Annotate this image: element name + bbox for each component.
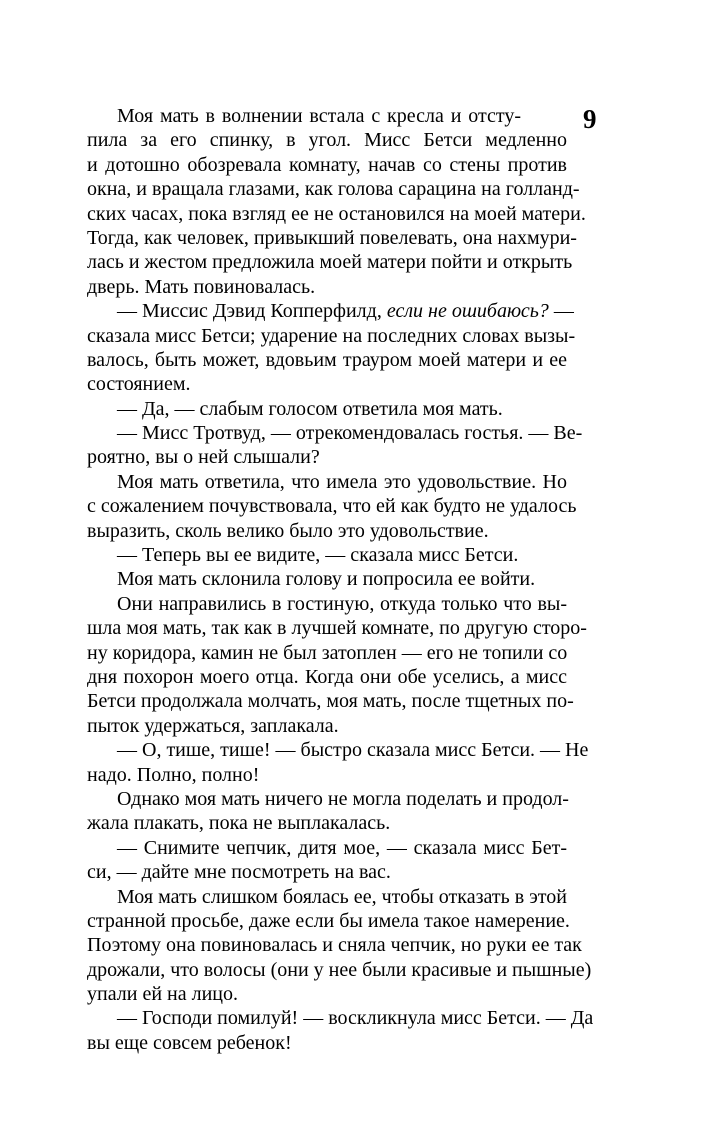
text-line [117, 299, 574, 323]
text-line: окна, и вращала глазами, как голова сарацина на голланд- [87, 178, 580, 201]
text-line: Моя мать в волнении встала с кресла и отсту- [117, 105, 521, 127]
text-line: — Теперь вы ее видите, — сказала мисс Бетси. [117, 544, 519, 567]
text-line: — О, тише, тише! — быстро сказала мисс Бетси. — Не [117, 739, 589, 762]
text-line: — Мисс Тротвуд, — отрекомендовалась гостья. — Ве- [117, 422, 583, 445]
text-line: сказала мисс Бетси; ударение на последних словах вызы- [87, 324, 576, 347]
paragraph [87, 104, 597, 299]
text-line: Тогда, как человек, привыкший повелевать, она нахмури- [87, 226, 577, 249]
text-line: роятно, вы о ней слышали? [87, 446, 320, 469]
text-line: Они направились в гостиную, откуда только что вы- [117, 592, 567, 615]
paragraph [117, 397, 597, 421]
text-line: пила за его спинку, в угол. Мисс Бетси медленно [87, 129, 567, 152]
text-line: Моя мать склонила голову и попросила ее войти. [117, 568, 536, 591]
text-line: валось, быть может, вдовьим трауром моей матери и ее [87, 348, 567, 371]
text-line: Бетси продолжала молчать, моя мать, после тщетных по- [87, 690, 574, 713]
paragraph [87, 299, 597, 397]
body-text [87, 104, 597, 1055]
paragraph [87, 592, 597, 738]
text-line: — Господи помилуй! — воскликнула мисс Бетси. — Да [117, 1007, 594, 1030]
text-line: дрожали, что волосы (они у нее были красивые и пышные) [87, 958, 592, 981]
text-line: Поэтому она повиновалась и сняла чепчик, но руки ее так [87, 934, 582, 957]
paragraph [117, 543, 597, 567]
paragraph [87, 885, 597, 1007]
paragraph [87, 836, 597, 885]
paragraph [117, 567, 597, 591]
text-line: надо. Полно, полно! [87, 763, 260, 786]
text-fragment: — [548, 300, 574, 323]
italic-fragment: если не ошибаюсь? [386, 300, 549, 323]
text-line: ских часах, пока взгляд ее не остановился на моей матери. [87, 202, 586, 225]
text-line: Моя мать ответила, что имела это удовольствие. Но [117, 470, 567, 493]
page-number: 9 [583, 104, 597, 134]
text-line: дня похорон моего отца. Когда они обе уселись, а мисс [87, 665, 567, 688]
text-line: пыток удержаться, заплакала. [87, 714, 339, 737]
text-line: жала плакать, пока не выплакалась. [87, 812, 391, 835]
text-line: Моя мать слишком боялась ее, чтобы отказать в этой [117, 885, 567, 908]
text-line: упали ей на лицо. [87, 983, 238, 1006]
paragraph [87, 787, 597, 836]
paragraph [87, 421, 597, 470]
text-line: лась и жестом предложила моей матери пойти и открыть [87, 251, 573, 274]
paragraph [87, 1006, 597, 1055]
text-line: выразить, сколь велико было это удовольствие. [87, 519, 489, 542]
text-line: вы еще совсем ребенок! [87, 1031, 292, 1054]
text-line: — Да, — слабым голосом ответила моя мать. [117, 397, 503, 420]
text-line: странной просьбе, даже если бы имела такое намерение. [87, 909, 570, 932]
text-line: состоянием. [87, 373, 191, 396]
text-line: ну коридора, камин не был затоплен — его не топили со [87, 641, 568, 664]
text-line: и дотошно обозревала комнату, начав со стены против [87, 153, 567, 176]
paragraph [87, 738, 597, 787]
text-line: с сожалением почувствовала, что ей как будто не удалось [87, 495, 577, 518]
text-line: си, — дайте мне посмотреть на вас. [87, 861, 391, 884]
text-line: — Снимите чепчик, дитя мое, — сказала мисс Бет- [117, 836, 567, 859]
text-line: Однако моя мать ничего не могла поделать и продол- [117, 787, 569, 810]
text-line: шла моя мать, так как в лучшей комнате, по другую сторо- [87, 617, 587, 640]
text-line: дверь. Мать повиновалась. [87, 275, 316, 298]
paragraph [87, 470, 597, 543]
text-fragment: — Миссис Дэвид Копперфилд, [117, 300, 387, 323]
